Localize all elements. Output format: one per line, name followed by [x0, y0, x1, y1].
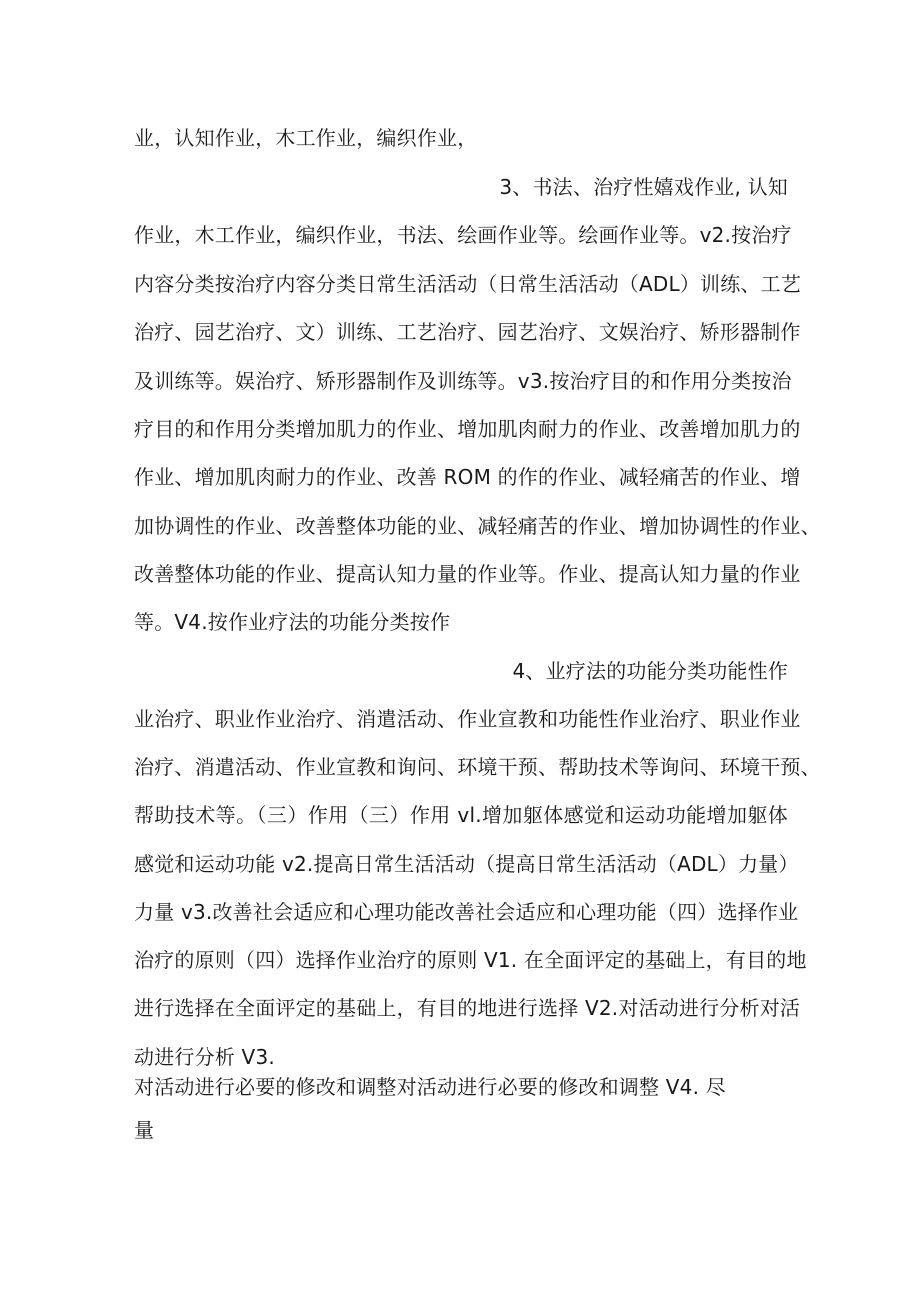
text-line-5: 治疗、园艺治疗、文）训练、工艺治疗、园艺治疗、文娱治疗、矫形器制作: [134, 320, 801, 344]
text-line-21: 对活动进行必要的修改和调整对活动进行必要的修改和调整 V4. 尽: [134, 1075, 726, 1099]
text-line-9: 加协调性的作业、改善整体功能的业、减轻痛苦的作业、增加协调性的作业、: [134, 514, 821, 538]
text-line-16: 感觉和运动功能 v2.提高日常生活活动（提高日常生活活动（ADL）力量）: [134, 852, 799, 876]
text-line-22: 量: [134, 1118, 155, 1142]
text-line-18: 治疗的原则（四）选择作业治疗的原则 V1. 在全面评定的基础上，有目的地: [134, 948, 807, 972]
text-line-17: 力量 v3.改善社会适应和心理功能改善社会适应和心理功能（四）选择作业: [134, 900, 799, 924]
text-line-4: 内容分类按治疗内容分类日常生活活动（日常生活活动（ADL）训练、工艺: [134, 272, 802, 296]
text-line-20: 动进行分析 V3.: [134, 1045, 275, 1069]
text-line-2: 3、书法、治疗性嬉戏作业, 认知: [499, 175, 788, 199]
text-line-10: 改善整体功能的作业、提高认知力量的作业等。作业、提高认知力量的作业: [134, 562, 801, 586]
text-line-19: 进行选择在全面评定的基础上，有目的地进行选择 V2.对活动进行分析对活: [134, 996, 801, 1020]
text-line-15: 帮助技术等。（三）作用（三）作用 vl.增加躯体感觉和运动功能增加躯体: [134, 803, 788, 827]
text-line-6: 及训练等。娱治疗、矫形器制作及训练等。v3.按治疗目的和作用分类按治: [134, 369, 792, 393]
text-line-3: 作业，木工作业，编织作业，书法、绘画作业等。绘画作业等。v2.按治疗: [134, 223, 792, 247]
text-line-13: 业治疗、职业作业治疗、消遣活动、作业宣教和功能性作业治疗、职业作业: [134, 707, 801, 731]
text-line-12: 4、业疗法的功能分类功能性作: [512, 659, 788, 683]
text-line-11: 等。V4.按作业疗法的功能分类按作: [134, 610, 451, 634]
text-line-1: 业，认知作业，木工作业，编织作业，: [134, 126, 478, 150]
text-line-7: 疗目的和作用分类增加肌力的作业、增加肌肉耐力的作业、改善增加肌力的: [134, 417, 801, 441]
text-line-8: 作业、增加肌肉耐力的作业、改善 ROM 的作的作业、减轻痛苦的作业、增: [134, 465, 801, 489]
text-line-14: 治疗、消遣活动、作业宣教和询问、环境干预、帮助技术等询问、环境干预、: [134, 755, 821, 779]
